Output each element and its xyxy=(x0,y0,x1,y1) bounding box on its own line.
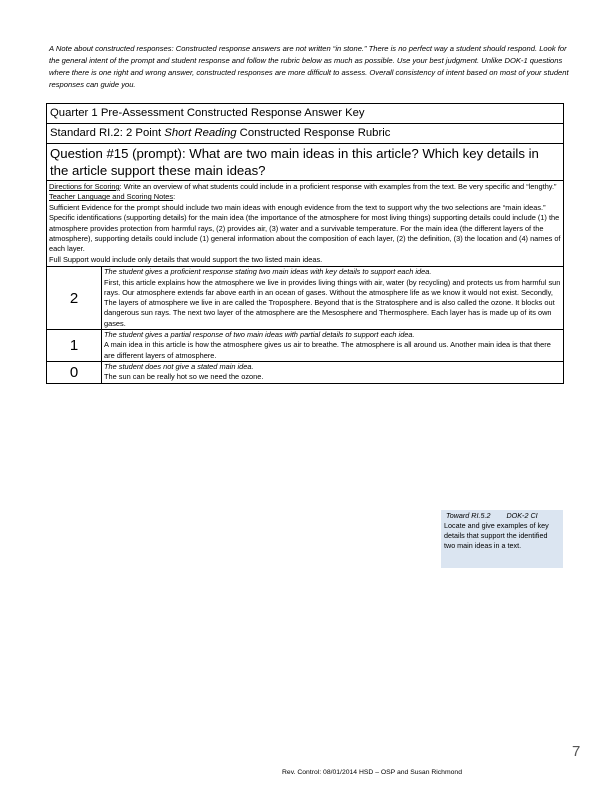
score-example: A main idea in this article is how the atmosphere gives us air to breathe. The atmosphere is all around us. Another main idea is that there are different layers of atmosphere. xyxy=(104,340,551,360)
score-criterion: The student gives a partial response of two main ideas with partial details to support each idea. xyxy=(104,330,415,340)
score-row-0 xyxy=(47,361,564,383)
score-criterion: The student does not give a stated main idea. xyxy=(104,361,254,371)
page-number: 7 xyxy=(572,743,581,760)
directions-line xyxy=(49,182,561,203)
standard-italic: Short Reading xyxy=(164,127,237,139)
score-row-1 xyxy=(47,330,564,362)
score-value: 1 xyxy=(47,330,102,362)
score-row-2 xyxy=(47,267,564,330)
standard-prefix: Standard RI.2: 2 Point xyxy=(50,127,165,139)
footer-revision: Rev. Control: 08/01/2014 HSD – OSP and Susan Richmond xyxy=(282,769,462,776)
answer-key-title: Quarter 1 Pre-Assessment Constructed Response Answer Key xyxy=(47,104,564,124)
score-description xyxy=(102,330,564,362)
score-value: 2 xyxy=(47,267,102,330)
toward-standard: Toward RI.5.2 xyxy=(446,511,491,520)
standard-sidebox xyxy=(441,510,563,568)
score-description xyxy=(102,267,564,330)
sidebox-tag xyxy=(444,511,560,521)
rubric-table xyxy=(46,103,564,384)
standard-heading xyxy=(47,124,564,144)
constructed-response-note: A Note about constructed responses: Constructed response answers are not written “in stone.” There is no perfect way a student should respond. Look for the general intent of the prompt and student response and follow the rubric below as much as possible. Use your best judgment. Unlike DOK-1 questions where there is one right and wrong answer, constructed responses are more difficult to assess. Overall consistency of intent based on most of your student responses can guide you. xyxy=(49,44,569,89)
directions-label: Directions for Scoring xyxy=(49,182,120,191)
sidebox-text: Locate and give examples of key details that support the identified two main ideas in a text. xyxy=(444,521,549,550)
full-support: Full Support would include only details that would support the two listed main ideas. xyxy=(49,254,323,264)
score-description xyxy=(102,361,564,383)
specific-identifications: Specific identifications (supporting details) for the main idea (the importance of the atmosphere for most living things) supporting details could include (1) the atmosphere provides protection from harmful rays, (2) provides air, (3) water and a survivable temperature. For the main idea (the different layers of the atmosphere), supporting details could include (1) general information about the composition of each layer, (2) the definition, (3) the location and (4) names of each layer. xyxy=(49,213,561,254)
score-example: The sun can be really hot so we need the ozone. xyxy=(104,372,264,382)
directions-text: : Write an overview of what students could include in a proficient response with examples from the text. Be very specific and “lengthy.” xyxy=(119,182,557,191)
scoring-directions xyxy=(47,181,564,267)
score-example: First, this article explains how the atmosphere we live in provides living things with air, water (by recycling) and protects us from harmful sun rays. Our atmosphere extends far above earth in an ocean of gases. Without the atmosphere life as we know it would not exist. Secondly, The layers of atmosphere we live in are called the Troposphere. Beyond that is the Stratosphere and is also called the ozone. It blocks out dangerous sun rays. The next two layer of the atmosphere are the Mesosphere and Thermosphere. Each layer has is made up of its own gases. xyxy=(104,277,561,328)
question-prompt: Question #15 (prompt): What are two main ideas in this article? Which key details in the article support these main ideas? xyxy=(47,144,564,181)
score-value: 0 xyxy=(47,361,102,383)
teacher-notes-colon: : xyxy=(173,192,176,202)
dok-level: DOK-2 CI xyxy=(506,511,538,520)
sufficient-evidence: Sufficient Evidence for the prompt should include two main ideas with enough evidence from the text to support why the two selections are “main ideas.” xyxy=(49,202,546,212)
standard-suffix: Constructed Response Rubric xyxy=(236,127,391,139)
teacher-notes-label: Teacher Language and Scoring Notes xyxy=(49,192,174,202)
score-criterion: The student gives a proficient response stating two main ideas with key details to support each idea. xyxy=(104,267,432,277)
